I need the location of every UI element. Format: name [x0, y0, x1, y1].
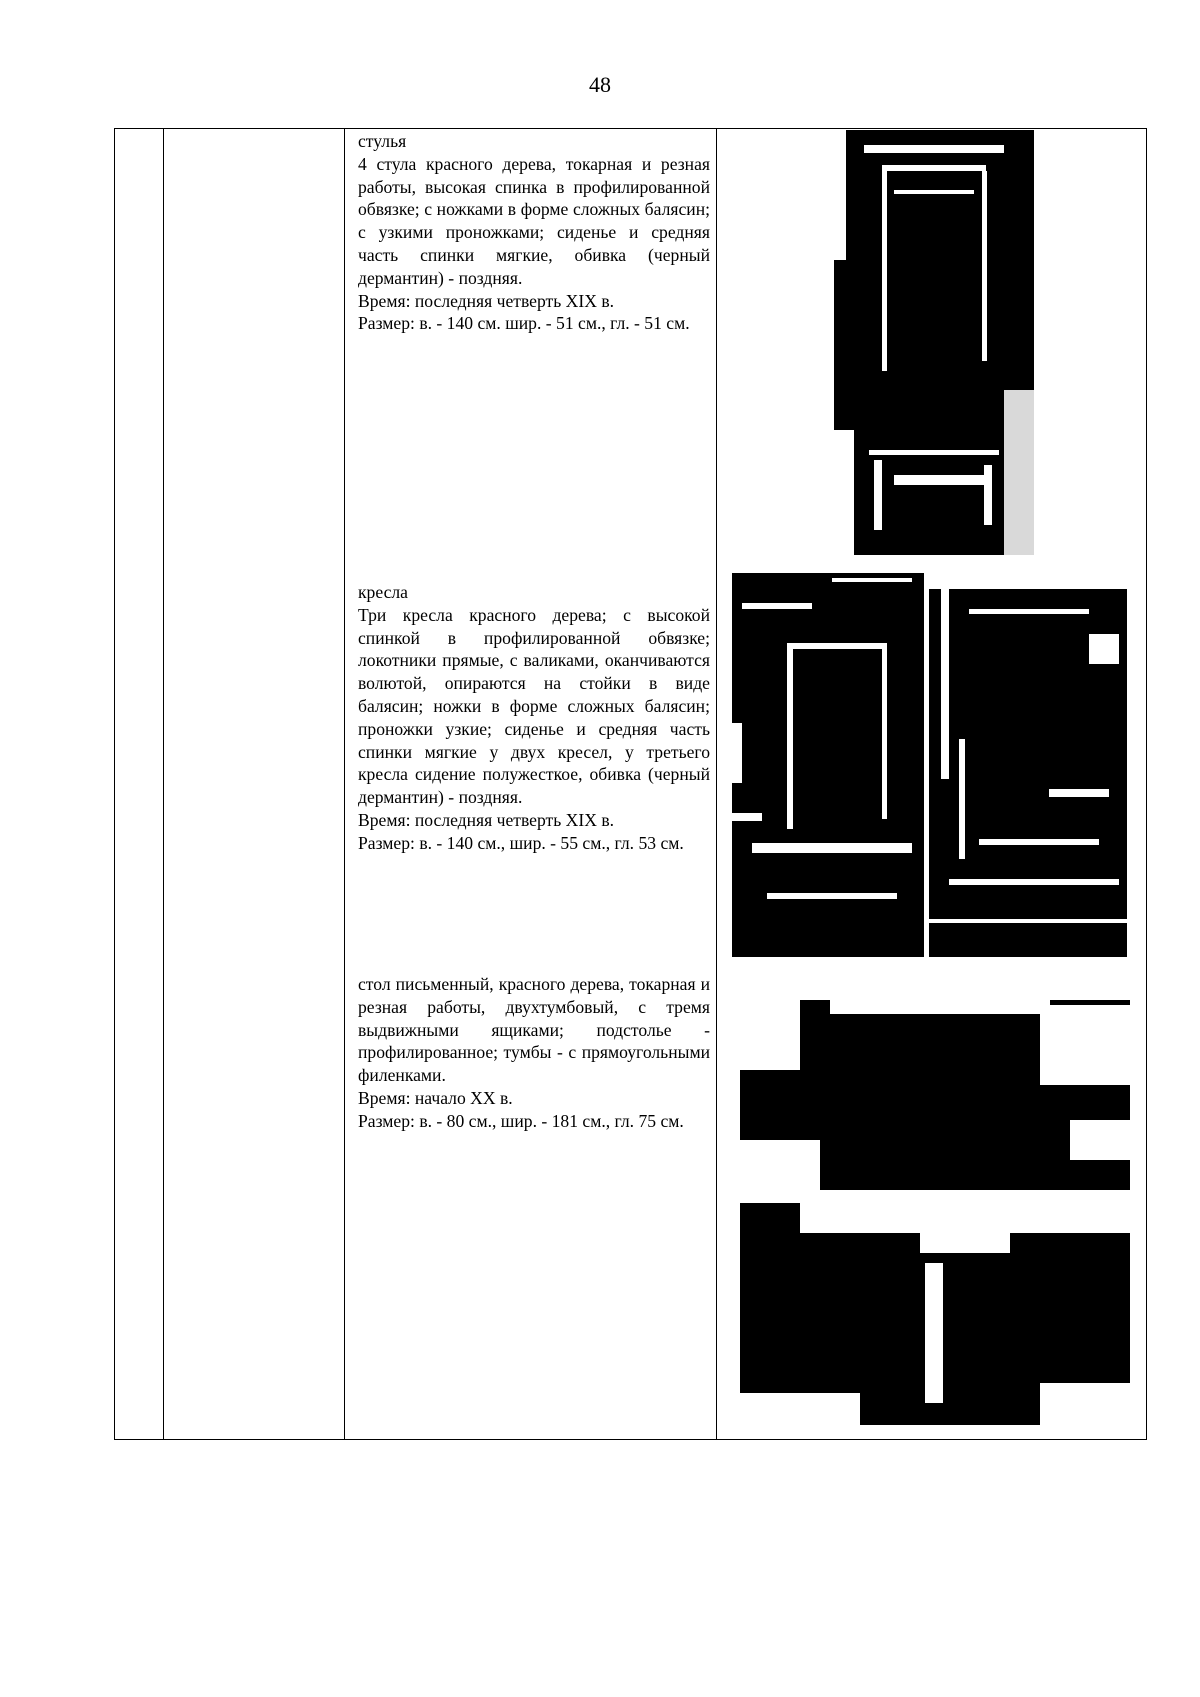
column-divider — [344, 129, 345, 1439]
armchair-photo-right — [929, 589, 1127, 957]
entry-description: стол письменный, красного дерева, токарная и резная работы, двухтумбовый, с тремя выдвижными ящиками; подстолье - профилированное; тумбы - с прямоугольными филенками. — [358, 974, 710, 1086]
entry-time: Время: последняя четверть XIX в. — [358, 809, 615, 830]
entry-size: Размер: в. - 140 см., шир. - 55 см., гл. 53 см. — [358, 832, 684, 853]
entry-title: стулья — [358, 131, 407, 151]
column-divider — [716, 129, 717, 1439]
entry-desk — [358, 973, 710, 1133]
entry-description: 4 стула красного дерева, токарная и резная работы, высокая спинка в профилированной обвязке; с ножками в форме сложных балясин; с узкими проножками; сиденье и средняя часть спинки мягкие, обивка (черный дермантин) - поздняя. — [358, 153, 710, 288]
chair-photo — [834, 130, 1034, 555]
entry-time: Время: начало XX в. — [358, 1087, 513, 1108]
desk-photo-top — [740, 970, 1130, 1190]
entry-title: кресла — [358, 582, 408, 602]
entry-size: Размер: в. - 80 см., шир. - 181 см., гл. 75 см. — [358, 1110, 684, 1131]
desk-photo-corner — [740, 1203, 1130, 1425]
entry-armchairs — [358, 581, 710, 855]
entry-size: Размер: в. - 140 см. шир. - 51 см., гл. - 51 см. — [358, 313, 690, 334]
entry-chairs — [358, 130, 710, 335]
armchair-photo-left — [732, 573, 924, 957]
page-number: 48 — [589, 72, 611, 97]
column-divider — [163, 129, 164, 1439]
entry-description: Три кресла красного дерева; с высокой спинкой в профилированной обвязке; локотники прямые, с валиками, оканчиваются волютой, опираются на стойки в виде балясин; ножки в форме сложных балясин; проножки узкие; сиденье и средняя часть спинки мягкие у двух кресел, у третьего кресла сидение полужесткое, обивка (черный дермантин) - поздняя. — [358, 604, 710, 808]
entry-time: Время: последняя четверть XIX в. — [358, 290, 615, 311]
